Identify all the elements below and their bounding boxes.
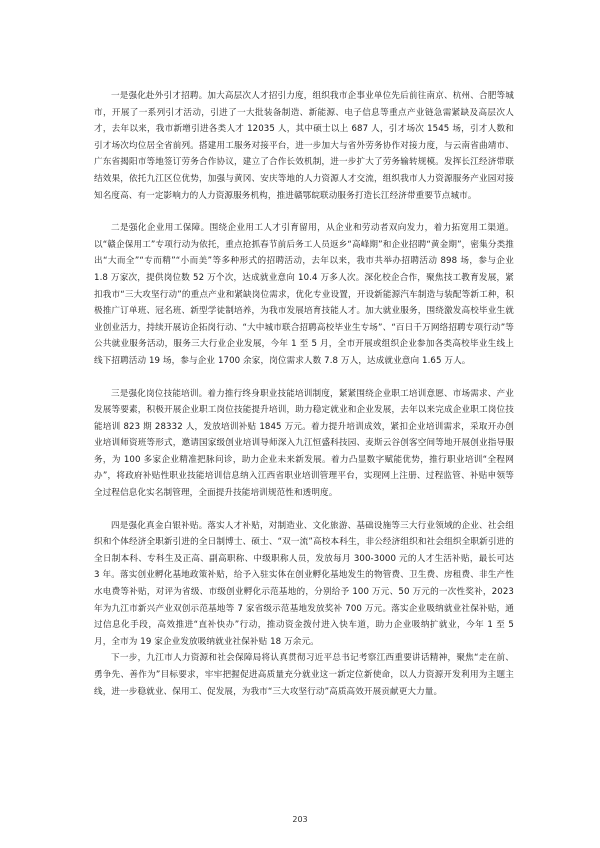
paragraph-employment-guarantee: 二是强化企业用工保障。围绕企业用工人才引育留用，从企业和劳动者双向发力，着力拓宽用工渠道。以“赣企保用工”专项行动为依托，重点抢抓春节前后务工人员返乡“高峰期”和企业招聘“黄金期”，密集分类推出“大而全”“专而精”“小而美”等多种形式的招聘活动，去年以来，我市共举办招聘活动 898 场，参与企业 1.8 万家次，提供岗位数 52 万个次，达成就业意向 10.4 万多人次。深化校企合作，聚焦技工教育发展，紧扣我市“三大攻坚行动”的重点产业和紧缺岗位需求，优化专业设置，开设新能源汽车制造与装配等新工种，积极推广订单班、冠名班、新型学徒制培养，为我市发展培育技能人才。加大就业服务，围绕激发高校毕业生就业创业活力，持续开展访企拓岗行动、“大中城市联合招聘高校毕业生专场”、“百日千万网络招聘专项行动”等公共就业服务活动，服务三大行业企业发展，今年 1 至 5 月，全市开展或组织企业参加各类高校毕业生线上线下招聘活动 19 场，参与企业 1700 余家，岗位需求人数 7.8 万人，达成就业意向 1.65 万人。 [94,223,514,366]
paragraph-subsidies: 四是强化真金白银补贴。落实人才补贴，对制造业、文化旅游、基础设施等三大行业领域的企业、社会组织和个体经济全职新引进的全日制博士、硕士、“双一流”高校本科生，非公经济组织和社会组织全职新引进的全日制本科、专科生及正高、副高职称、中级职称人员，发放每月 300-3000 元的人才生活补贴，最长可达 3 年。落实创业孵化基地政策补贴，给予入驻实体在创业孵化基地发生的物管费、卫生费、房租费、非生产性水电费等补贴，对评为省级、市级创业孵化示范基地的，分别给予 100 万元、50 万元的一次性奖补，2023 年为九江市新兴产业双创示范基地等 7 家省级示范基地发放奖补 700 万元。落实企业吸纳就业社保补贴，通过信息化手段，高效推进“直补快办”行动，推动资金拨付进入快车道，助力企业吸纳扩就业，今年 1 至 5 月，全市为 19 家企业发放吸纳就业社保补贴 18 万余元。 [94,520,514,647]
paragraph-skills-training: 三是强化岗位技能培训。着力推行终身职业技能培训制度，紧紧围绕企业职工培训意愿、市场需求、产业发展等要素，积极开展企业职工岗位技能提升培训，助力稳定就业和企业发展，去年以来完成企业职工岗位技能培训 823 期 28332 人，发放培训补贴 1845 万元。着力提升培训成效，紧扣企业培训需求，采取开办创业培训师资班等形式，邀请国家级创业培训导师深入九江恒盛科技园、麦斯云谷创客空间等地开展创业指导服务，为 100 多家企业精准把脉问诊，助力企业未来新发展。着力凸显数字赋能优势，推行职业培训“全程网办”，将政府补贴性职业技能培训信息纳入江西省职业培训管理平台，实现网上注册、过程监管、补贴申领等全过程信息化实名制管理，全面提升技能培训规范性和透明度。 [94,388,514,499]
paragraph-next-steps: 下一步，九江市人力资源和社会保障局将认真贯彻习近平总书记考察江西重要讲话精神，聚焦“走在前、勇争先、善作为”目标要求，牢牢把握促进高质量充分就业这一新定位新使命，以人力资源开发利用为主题主线，进一步稳就业、保用工、促发展，为我市“三大攻坚行动”高质高效开展贡献更大力量。 [94,653,514,697]
document-body [94,88,514,716]
page-number: 203 [292,815,308,824]
paragraph-talent-recruitment: 一是强化赴外引才招聘。加大高层次人才招引力度，组织我市企事业单位先后前往南京、杭州、合肥等城市，开展了一系列引才活动，引进了一大批装备制造、新能源、电子信息等重点产业链急需紧缺及高层次人才，去年以来，我市新增引进各类人才 12035 人，其中硕士以上 687 人，引才场次 1545 场，引才人数和引才场次均位居全省前列。搭建用工服务对接平台，进一步加大与省外劳务协作对接力度，与云南省曲靖市、广东省揭阳市等地签订劳务合作协议，建立了合作长效机制，进一步扩大了劳务输转规模。发挥长江经济带联结效果，依托九江区位优势，加强与黄冈、安庆等地的人力资源人才交流，组织我市人力资源服务产业园对接知名度高、有一定影响力的人力资源服务机构，推进赣鄂皖联动服务打造长江经济带重要节点城市。 [94,91,514,201]
